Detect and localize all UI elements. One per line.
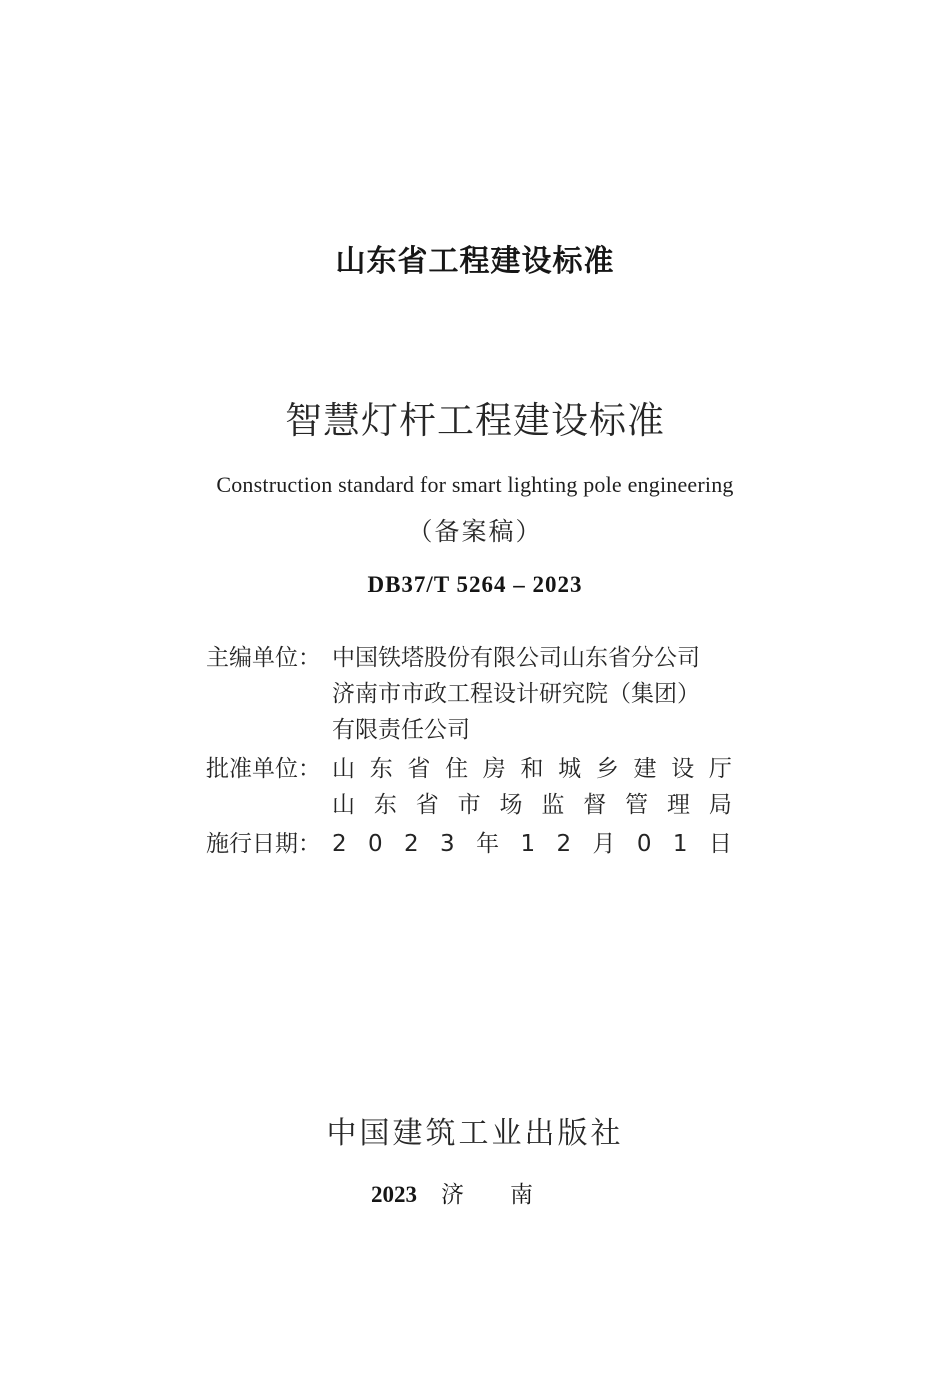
spread-char: 1: [520, 831, 536, 857]
approver-line: [332, 787, 732, 823]
spread-char: 房: [482, 756, 506, 782]
editor-line: 中国铁塔股份有限公司山东省分公司: [332, 645, 700, 671]
spread-char: 山: [332, 792, 355, 818]
spread-char: 2: [404, 831, 419, 857]
editor-line: 济南市市政工程设计研究院（集团）: [332, 681, 700, 707]
spread-char: 监: [541, 792, 565, 818]
draft-note: （备案稿）: [407, 517, 543, 546]
approvers-row: [206, 751, 746, 823]
editor-line: 有限责任公司: [332, 717, 470, 743]
effective-date-row: [206, 826, 746, 862]
spread-char: 月: [592, 831, 616, 857]
spread-char: 东: [369, 756, 393, 782]
publisher: 中国建筑工业出版社: [326, 1116, 624, 1151]
spread-char: 厅: [708, 756, 732, 782]
spread-char: 和: [520, 756, 544, 782]
imprint-line: [0, 1176, 950, 1209]
editors-list: [332, 640, 732, 748]
spread-char: 局: [708, 792, 732, 818]
spread-char: 场: [499, 792, 523, 818]
spread-char: 住: [445, 756, 469, 782]
spread-char: 1: [672, 831, 688, 857]
document-title: 智慧灯杆工程建设标准: [285, 399, 665, 442]
spread-char: 年: [476, 831, 500, 857]
spread-char: 2: [332, 831, 347, 857]
spread-char: 城: [558, 756, 582, 782]
spread-char: 理: [667, 792, 690, 818]
spread-char: 省: [407, 756, 431, 782]
standard-number: DB37/T 5264 – 2023: [367, 572, 583, 597]
imprint-city: 济南: [441, 1182, 579, 1208]
editors-label: 主编单位：: [206, 645, 321, 671]
spread-char: 3: [440, 831, 455, 857]
spread-char: 建: [633, 756, 657, 782]
approver-line: [332, 751, 732, 787]
spread-char: 0: [368, 831, 383, 857]
editors-row: [206, 640, 746, 748]
effective-date-value: [332, 826, 732, 862]
spread-char: 督: [583, 792, 607, 818]
spread-char: 市: [457, 792, 481, 818]
spread-char: 0: [636, 831, 652, 857]
standard-info-block: [206, 640, 746, 865]
approvers-list: [332, 751, 732, 823]
spread-char: 乡: [595, 756, 619, 782]
spread-char: 东: [373, 792, 397, 818]
imprint-year: 2023: [371, 1182, 417, 1207]
approvers-label: 批准单位：: [206, 756, 321, 782]
series-title: 山东省工程建设标准: [335, 244, 615, 279]
english-title: Construction standard for smart lighting pole engineering: [216, 472, 734, 497]
effective-date-label: 施行日期：: [206, 831, 321, 857]
spread-char: 省: [415, 792, 439, 818]
effective-date-line: [332, 826, 732, 862]
spread-char: 山: [332, 756, 355, 782]
spread-char: 管: [625, 792, 649, 818]
spread-char: 2: [556, 831, 572, 857]
spread-char: 日: [708, 831, 732, 857]
spread-char: 设: [671, 756, 695, 782]
